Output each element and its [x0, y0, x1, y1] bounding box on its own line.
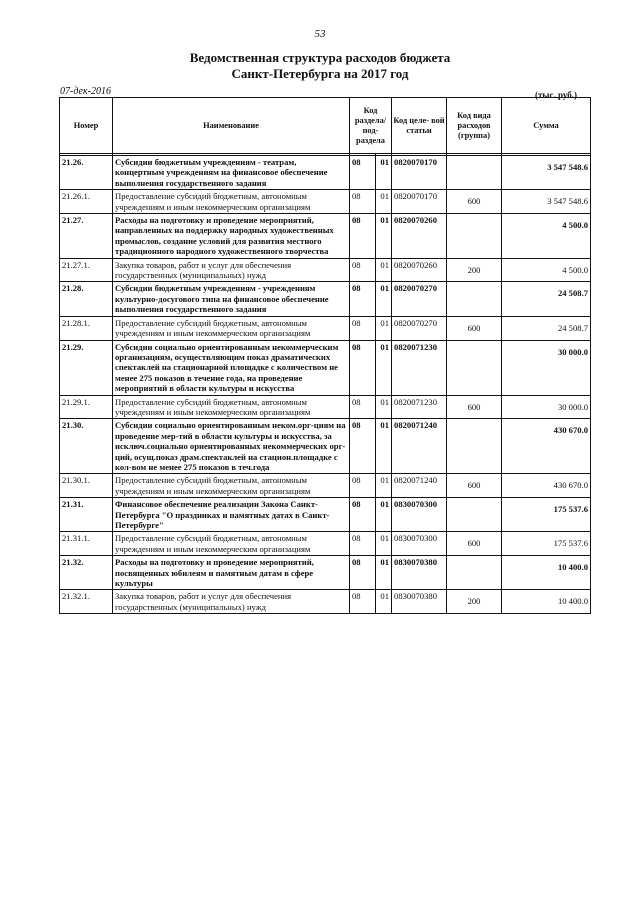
table-row — [60, 156, 591, 190]
row-subsection: 01 — [376, 556, 392, 590]
row-subsection: 01 — [376, 156, 392, 190]
row-target-code: 0820070170 — [392, 190, 447, 214]
table-row — [60, 419, 591, 474]
row-number: 21.32. — [60, 556, 113, 590]
row-number: 21.27.1. — [60, 258, 113, 282]
row-number: 21.27. — [60, 214, 113, 259]
row-section: 08 — [350, 190, 376, 214]
row-section: 08 — [350, 590, 376, 614]
row-name: Субсидии социально ориентированным некоммерческим организациям, осуществляющим показ драматических спектаклей на стационарной площадке с количеством не менее 275 показов в течение года, на проведение мероприятий в области культуры и искусства — [113, 340, 350, 395]
row-sum: 175 537.6 — [502, 532, 591, 556]
row-number: 21.28. — [60, 282, 113, 316]
row-number: 21.32.1. — [60, 590, 113, 614]
table-header-row — [60, 98, 591, 154]
row-number: 21.30.1. — [60, 474, 113, 498]
row-number: 21.31.1. — [60, 532, 113, 556]
row-name: Предоставление субсидий бюджетным, автономным учреждениям и иным некоммерческим организациям — [113, 474, 350, 498]
row-subsection: 01 — [376, 282, 392, 316]
row-section: 08 — [350, 556, 376, 590]
table-row — [60, 316, 591, 340]
document-date: 07-дек-2016 — [60, 86, 111, 97]
row-expense-type: 600 — [447, 474, 502, 498]
row-name: Предоставление субсидий бюджетным, автономным учреждениям и иным некоммерческим организациям — [113, 316, 350, 340]
row-number: 21.26.1. — [60, 190, 113, 214]
row-sum: 3 547 548.6 — [502, 190, 591, 214]
row-name: Расходы на подготовку и проведение мероприятий, посвященных юбилеям и памятным датам в сфере культуры — [113, 556, 350, 590]
header-sum: Сумма — [502, 98, 591, 154]
row-subsection: 01 — [376, 474, 392, 498]
row-name: Субсидии бюджетным учреждениям - учреждениям культурно-досугового типа на финансовое обеспечение выполнения государственного задания — [113, 282, 350, 316]
table-row — [60, 556, 591, 590]
row-section: 08 — [350, 340, 376, 395]
units-label: (тыс. руб.) — [535, 90, 577, 100]
header-number: Номер — [60, 98, 113, 154]
row-sum: 175 537.6 — [502, 498, 591, 532]
table-row — [60, 498, 591, 532]
row-name: Закупка товаров, работ и услуг для обеспечения государственных (муниципальных) нужд — [113, 258, 350, 282]
row-subsection: 01 — [376, 214, 392, 259]
title-line-2: Санкт-Петербурга на 2017 год — [231, 66, 409, 81]
row-section: 08 — [350, 258, 376, 282]
table-row — [60, 474, 591, 498]
row-sum: 4 500.0 — [502, 214, 591, 259]
page-number: 53 — [314, 28, 326, 40]
header-section: Код раздела/ под- раздела — [350, 98, 392, 154]
row-section: 08 — [350, 474, 376, 498]
row-sum: 3 547 548.6 — [502, 156, 591, 190]
table-row — [60, 214, 591, 259]
table-row — [60, 532, 591, 556]
row-sum: 4 500.0 — [502, 258, 591, 282]
row-sum: 30 000.0 — [502, 395, 591, 419]
row-number: 21.30. — [60, 419, 113, 474]
row-target-code: 0820071230 — [392, 395, 447, 419]
row-sum: 10 400.0 — [502, 556, 591, 590]
table-row — [60, 395, 591, 419]
row-number: 21.29.1. — [60, 395, 113, 419]
row-section: 08 — [350, 532, 376, 556]
row-subsection: 01 — [376, 340, 392, 395]
row-expense-type — [447, 419, 502, 474]
header-expense-type: Код вида расходов (группа) — [447, 98, 502, 154]
row-name: Предоставление субсидий бюджетным, автономным учреждениям и иным некоммерческим организациям — [113, 190, 350, 214]
row-number: 21.29. — [60, 340, 113, 395]
row-section: 08 — [350, 214, 376, 259]
page-title — [0, 50, 640, 82]
row-subsection: 01 — [376, 316, 392, 340]
row-target-code: 0820070260 — [392, 214, 447, 259]
row-number: 21.28.1. — [60, 316, 113, 340]
row-section: 08 — [350, 156, 376, 190]
row-target-code: 0820070270 — [392, 282, 447, 316]
row-expense-type — [447, 214, 502, 259]
row-expense-type: 600 — [447, 316, 502, 340]
row-section: 08 — [350, 282, 376, 316]
row-number: 21.26. — [60, 156, 113, 190]
row-name: Субсидии бюджетным учреждениям - театрам, концертным учреждениям на финансовое обеспечение выполнения государственного задания — [113, 156, 350, 190]
row-expense-type: 200 — [447, 258, 502, 282]
row-expense-type — [447, 340, 502, 395]
row-section: 08 — [350, 395, 376, 419]
row-section: 08 — [350, 498, 376, 532]
row-subsection: 01 — [376, 498, 392, 532]
row-target-code: 0830070380 — [392, 590, 447, 614]
row-subsection: 01 — [376, 590, 392, 614]
row-name: Закупка товаров, работ и услуг для обеспечения государственных (муниципальных) нужд — [113, 590, 350, 614]
row-target-code: 0820070270 — [392, 316, 447, 340]
row-expense-type: 600 — [447, 190, 502, 214]
row-target-code: 0820071240 — [392, 419, 447, 474]
row-number: 21.31. — [60, 498, 113, 532]
header-name: Наименование — [113, 98, 350, 154]
row-subsection: 01 — [376, 532, 392, 556]
table-body — [60, 154, 591, 614]
row-sum: 10 400.0 — [502, 590, 591, 614]
table-row — [60, 340, 591, 395]
row-name: Предоставление субсидий бюджетным, автономным учреждениям и иным некоммерческим организациям — [113, 395, 350, 419]
row-expense-type: 600 — [447, 532, 502, 556]
row-sum: 24 508.7 — [502, 282, 591, 316]
row-sum: 24 508.7 — [502, 316, 591, 340]
row-name: Субсидии социально ориентированным неком.орг-циям на проведение мер-тий в области культуры и искусства, за исключ.социально ориентированных некоммерческих орг-ций, осущ.показ драм.спектаклей на стацион.площадке с кол-вом не менее 275 показов в теч.года — [113, 419, 350, 474]
row-section: 08 — [350, 419, 376, 474]
row-target-code: 0820070260 — [392, 258, 447, 282]
row-subsection: 01 — [376, 258, 392, 282]
row-section: 08 — [350, 316, 376, 340]
title-line-1: Ведомственная структура расходов бюджета — [189, 50, 451, 65]
table-row — [60, 282, 591, 316]
budget-table — [59, 97, 591, 614]
row-expense-type — [447, 556, 502, 590]
row-sum: 430 670.0 — [502, 419, 591, 474]
row-target-code: 0830070380 — [392, 556, 447, 590]
table-row — [60, 190, 591, 214]
row-subsection: 01 — [376, 419, 392, 474]
row-expense-type — [447, 498, 502, 532]
table-row — [60, 590, 591, 614]
row-expense-type — [447, 156, 502, 190]
row-target-code: 0830070300 — [392, 532, 447, 556]
row-expense-type: 200 — [447, 590, 502, 614]
row-expense-type — [447, 282, 502, 316]
row-subsection: 01 — [376, 395, 392, 419]
row-sum: 30 000.0 — [502, 340, 591, 395]
row-target-code: 0820070170 — [392, 156, 447, 190]
row-target-code: 0820071230 — [392, 340, 447, 395]
table-row — [60, 258, 591, 282]
row-expense-type: 600 — [447, 395, 502, 419]
row-name: Предоставление субсидий бюджетным, автономным учреждениям и иным некоммерческим организациям — [113, 532, 350, 556]
row-name: Расходы на подготовку и проведение мероприятий, направленных на поддержку народных художественных промыслов, создание условий для развития местного традиционного народного художественного творчества — [113, 214, 350, 259]
header-target: Код целе- вой статьи — [392, 98, 447, 154]
row-target-code: 0820071240 — [392, 474, 447, 498]
row-sum: 430 670.0 — [502, 474, 591, 498]
row-name: Финансовое обеспечение реализации Закона Санкт-Петербурга "О праздниках и памятных датах в Санкт-Петербурге" — [113, 498, 350, 532]
row-target-code: 0830070300 — [392, 498, 447, 532]
row-subsection: 01 — [376, 190, 392, 214]
